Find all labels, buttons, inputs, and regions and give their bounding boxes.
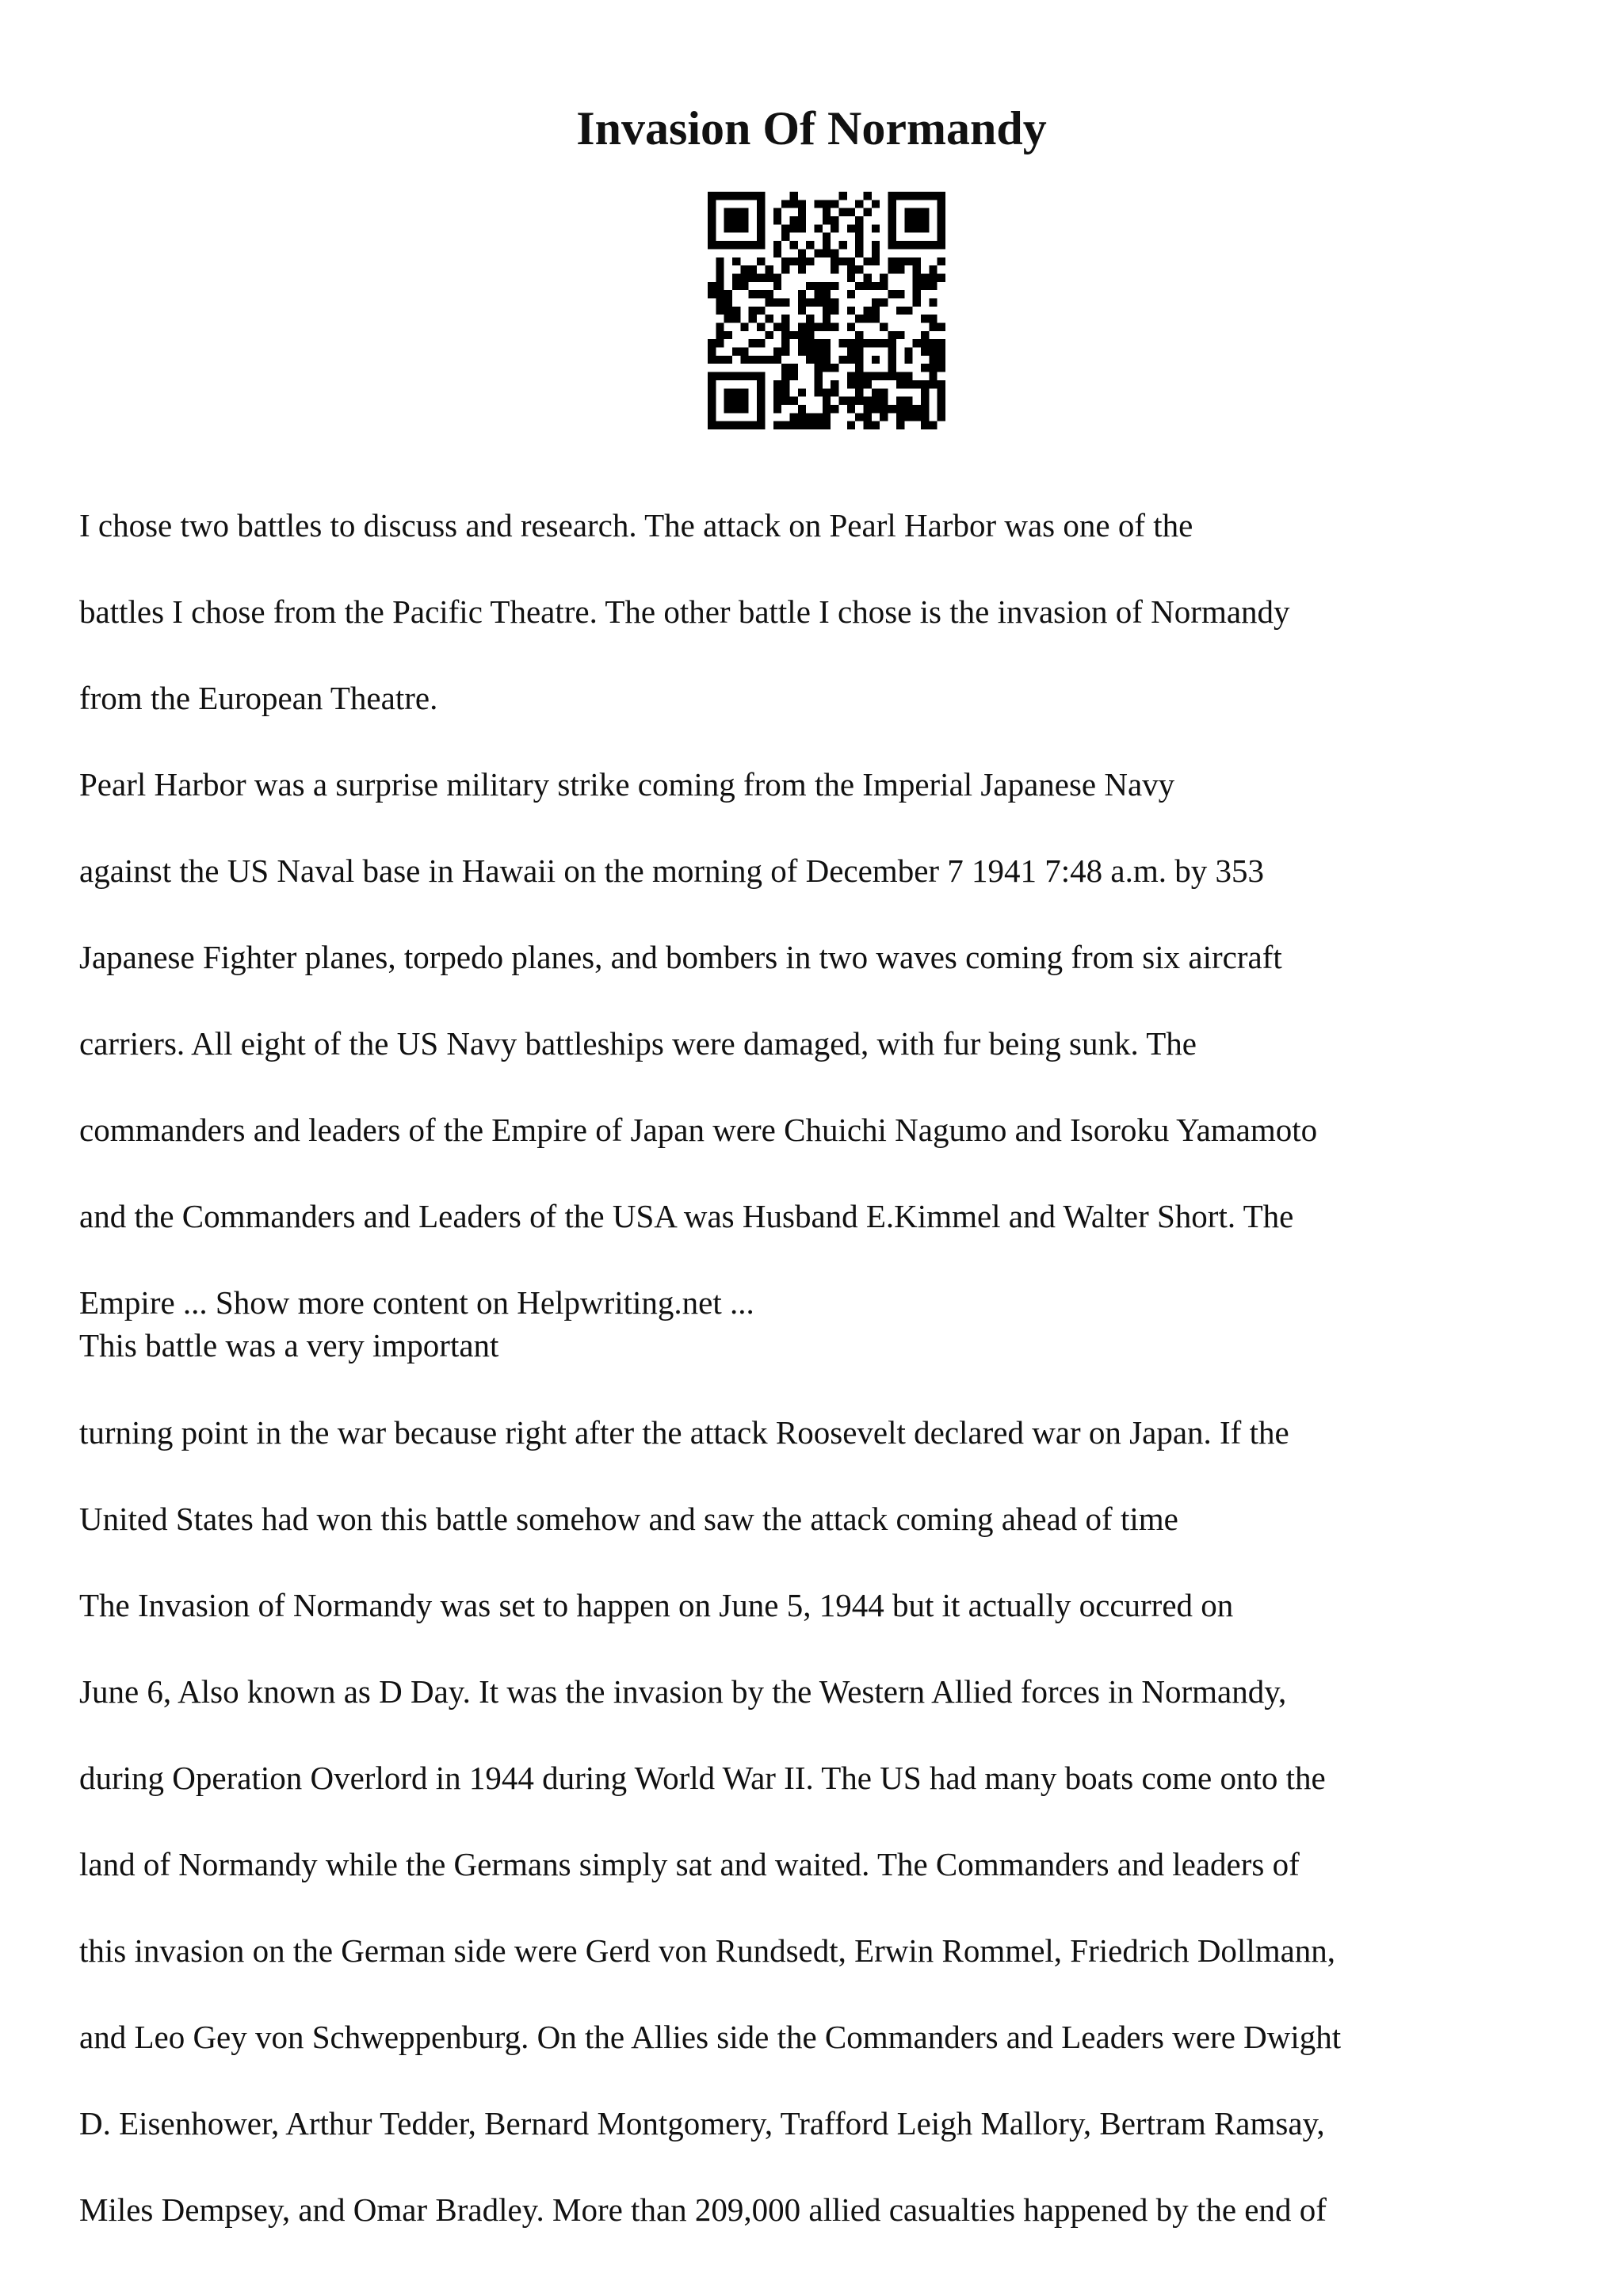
body-line: United States had won this battle somehow and saw the attack coming ahead of time [79,1501,1178,1537]
body-line: turning point in the war because right after the attack Roosevelt declared war on Japan. If the [79,1414,1289,1451]
body-line: this invasion on the German side were Gerd von Rundsedt, Erwin Rommel, Friedrich Dollmann, [79,1932,1336,1969]
body-line: commanders and leaders of the Empire of Japan were Chuichi Nagumo and Isoroku Yamamoto [79,1112,1318,1148]
body-line: June 6, Also known as D Day. It was the invasion by the Western Allied forces in Normandy, [79,1673,1287,1710]
body-line: This battle was a very important [79,1327,499,1363]
body-line: I chose two battles to discuss and research. The attack on Pearl Harbor was one of the [79,507,1193,543]
body-line: from the European Theatre. [79,680,438,716]
document-title: Invasion Of Normandy [576,102,1047,154]
body-line: against the US Naval base in Hawaii on the morning of December 7 1941 7:48 a.m. by 353 [79,852,1265,889]
qr-code-icon [708,192,945,429]
body-line: Miles Dempsey, and Omar Bradley. More than 209,000 allied casualties happened by the end of [79,2191,1327,2228]
body-line: Pearl Harbor was a surprise military strike coming from the Imperial Japanese Navy [79,766,1175,803]
body-line: battles I chose from the Pacific Theatre. The other battle I chose is the invasion of Normandy [79,593,1290,630]
body-line: land of Normandy while the Germans simply sat and waited. The Commanders and leaders of [79,1846,1300,1882]
body-line: and the Commanders and Leaders of the USA was Husband E.Kimmel and Walter Short. The [79,1198,1294,1234]
body-line: Empire ... Show more content on Helpwriting.net ... [79,1284,754,1321]
body-line: during Operation Overlord in 1944 during World War II. The US had many boats come onto the [79,1760,1326,1796]
body-line: D. Eisenhower, Arthur Tedder, Bernard Montgomery, Trafford Leigh Mallory, Bertram Ramsay, [79,2105,1325,2142]
body-line: carriers. All eight of the US Navy battleships were damaged, with fur being sunk. The [79,1025,1197,1062]
body-line: and Leo Gey von Schweppenburg. On the Allies side the Commanders and Leaders were Dwight [79,2019,1342,2055]
body-line: The Invasion of Normandy was set to happen on June 5, 1944 but it actually occurred on [79,1587,1234,1623]
body-line: Japanese Fighter planes, torpedo planes, and bombers in two waves coming from six aircraft [79,939,1282,975]
